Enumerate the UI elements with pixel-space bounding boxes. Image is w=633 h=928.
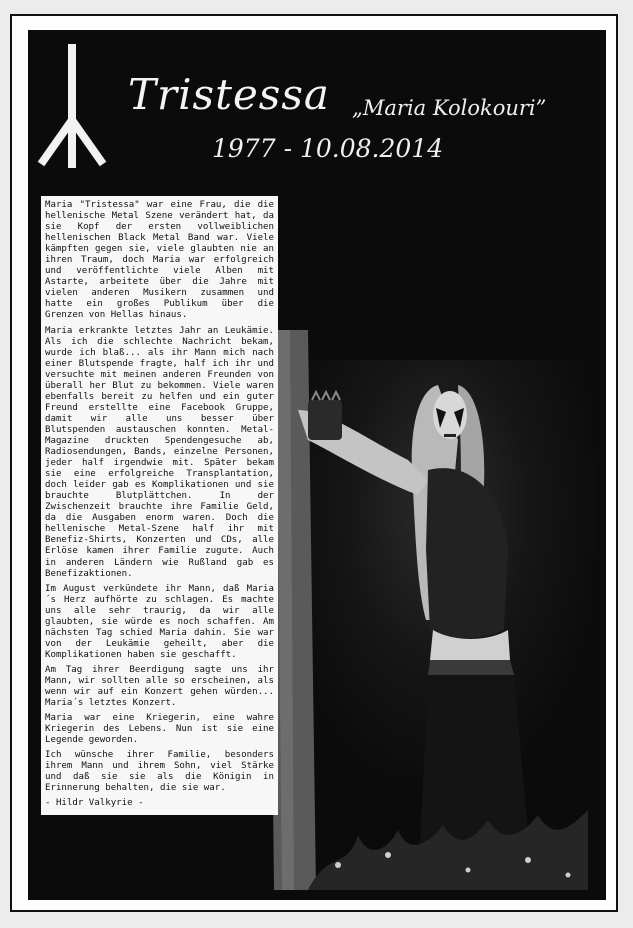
- paragraph: Am Tag ihrer Beerdigung sagte uns ihr Mann, wir sollten alle so erscheinen, als wenn wir auf ein Konzert gehen würden... Maria´s letztes Konzert.: [45, 664, 274, 709]
- spiked-gauntlet: [308, 400, 342, 440]
- paragraph: Maria erkrankte letztes Jahr an Leukämie. Als ich die schlechte Nachricht bekam, wurde ich blaß... als ihr Mann mich nach einer Blutspende fragte, half ich ihr und versuchte mit meinen anderen Freunden von überall her Blut zu bekommen. Viele waren ebenfalls bereit zu helfen und ein guter Freund erstellte eine Facebook Gruppe, damit wir alle uns besser über Blutspenden austauschen konnten. Metal-Magazine druckten Spendengesuche ab, Radiosendungen, Bands, einzelne Personen, jeder half irgendwie mit. Später bekam sie eine erfolgreiche Transplantation, doch leider gab es Komplikationen und sie brauchte Blutplättchen. In der Zwischenzeit brauchte ihre Familie Geld, da die Ausgaben enorm waren. Doch die hellenische Metal-Szene half ihr mit Benefiz-Shirts, Konzerten und CDs, alle Erlöse kamen ihrer Familie zugute. Auch in anderen Ländern wie Rußland gab es Benefizaktionen.: [45, 325, 274, 579]
- page-title: Tristessa: [128, 70, 330, 119]
- obituary-text: [41, 196, 278, 815]
- studded-belt: [428, 660, 514, 675]
- signature: - Hildr Valkyrie -: [45, 798, 144, 809]
- artist-name: „Maria Kolokouri”: [352, 96, 547, 120]
- paragraph: Im August verkündete ihr Mann, daß Maria´s Herz aufhörte zu schlagen. Es machte uns alle sehr traurig, da wir alle glaubten, sie würde es noch schaffen. Am nächsten Tag schied Maria dahin. Sie war von der Leukämie geheilt, aber die Komplikationen haben sie geschafft.: [45, 583, 274, 660]
- algiz-rune-icon: [36, 42, 108, 170]
- paragraph: Maria war eine Kriegerin, eine wahre Kriegerin des Lebens. Nun ist sie eine Legende geworden.: [45, 713, 274, 746]
- musician-photo: [268, 330, 588, 890]
- paragraph: Maria "Tristessa" war eine Frau, die die hellenische Metal Szene verändert hat, da sie Kopf der ersten vollweiblichen hellenischen Black Metal Band war. Viele kämpften gegen sie, viele glaubten nie an ihren Traum, doch Maria war erfolgreich und veröffentlichte viele Alben mit Astarte, arbeitete über die Jahre mit vielen anderen Musikern zusammen und hatte ein großes Publikum über die Grenzen von Hellas hinaus.: [45, 200, 274, 321]
- life-dates: 1977 - 10.08.2014: [212, 134, 444, 163]
- paragraph: Ich wünsche ihrer Familie, besonders ihrem Mann und ihrem Sohn, viel Stärke und daß sie sie als die Königin in Erinnerung behalten, die sie war.: [45, 750, 274, 794]
- torso: [426, 468, 508, 638]
